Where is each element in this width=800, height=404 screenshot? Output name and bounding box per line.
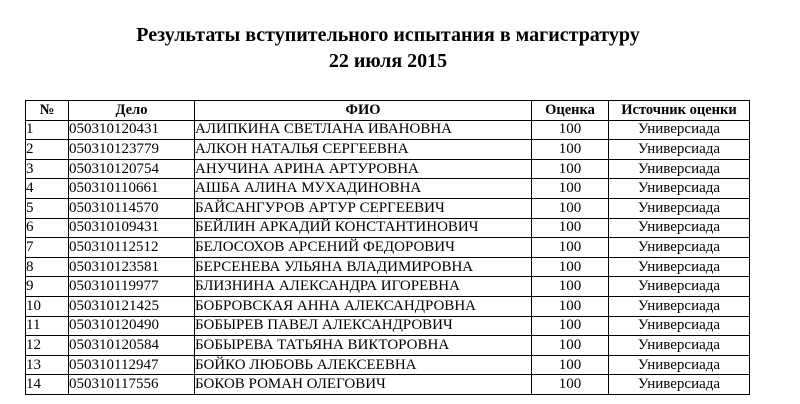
score-source-cell: Универсиада [609, 355, 750, 375]
score-source-cell: Универсиада [609, 277, 750, 297]
full-name-cell: АНУЧИНА АРИНА АРТУРОВНА [195, 159, 532, 179]
table-row [26, 238, 750, 258]
full-name-cell: АЛКОН НАТАЛЬЯ СЕРГЕЕВНА [195, 140, 532, 160]
score-source-cell: Универсиада [609, 296, 750, 316]
column-header-num: № [26, 101, 69, 121]
score-source-cell: Универсиада [609, 336, 750, 356]
full-name-cell: АЛИПКИНА СВЕТЛАНА ИВАНОВНА [195, 120, 532, 140]
case-number-cell: 050310123581 [69, 257, 195, 277]
row-number-cell: 2 [26, 140, 69, 160]
table-row [26, 179, 750, 199]
table-row [26, 316, 750, 336]
table-header-row [26, 101, 750, 121]
table-row [26, 296, 750, 316]
case-number-cell: 050310109431 [69, 218, 195, 238]
table-row [26, 218, 750, 238]
row-number-cell: 1 [26, 120, 69, 140]
case-number-cell: 050310112947 [69, 355, 195, 375]
table-row [26, 336, 750, 356]
full-name-cell: БАЙСАНГУРОВ АРТУР СЕРГЕЕВИЧ [195, 198, 532, 218]
column-header-case: Дело [69, 101, 195, 121]
score-cell: 100 [532, 140, 609, 160]
score-source-cell: Универсиада [609, 140, 750, 160]
row-number-cell: 5 [26, 198, 69, 218]
case-number-cell: 050310123779 [69, 140, 195, 160]
row-number-cell: 8 [26, 257, 69, 277]
column-header-score: Оценка [532, 101, 609, 121]
table-row [26, 198, 750, 218]
score-cell: 100 [532, 375, 609, 395]
case-number-cell: 050310117556 [69, 375, 195, 395]
score-source-cell: Универсиада [609, 179, 750, 199]
column-header-source: Источник оценки [609, 101, 750, 121]
case-number-cell: 050310120490 [69, 316, 195, 336]
table-row [26, 140, 750, 160]
case-number-cell: 050310114570 [69, 198, 195, 218]
score-cell: 100 [532, 198, 609, 218]
full-name-cell: БЕРСЕНЕВА УЛЬЯНА ВЛАДИМИРОВНА [195, 257, 532, 277]
score-source-cell: Универсиада [609, 198, 750, 218]
score-cell: 100 [532, 159, 609, 179]
row-number-cell: 6 [26, 218, 69, 238]
full-name-cell: БЛИЗНИНА АЛЕКСАНДРА ИГОРЕВНА [195, 277, 532, 297]
full-name-cell: БОБРОВСКАЯ АННА АЛЕКСАНДРОВНА [195, 296, 532, 316]
score-cell: 100 [532, 179, 609, 199]
full-name-cell: БОКОВ РОМАН ОЛЕГОВИЧ [195, 375, 532, 395]
score-cell: 100 [532, 355, 609, 375]
score-cell: 100 [532, 120, 609, 140]
column-header-fio: ФИО [195, 101, 532, 121]
score-source-cell: Универсиада [609, 159, 750, 179]
score-cell: 100 [532, 257, 609, 277]
full-name-cell: АШБА АЛИНА МУХАДИНОВНА [195, 179, 532, 199]
score-source-cell: Универсиада [609, 375, 750, 395]
table-row [26, 277, 750, 297]
row-number-cell: 7 [26, 238, 69, 258]
full-name-cell: БОЙКО ЛЮБОВЬ АЛЕКСЕЕВНА [195, 355, 532, 375]
score-cell: 100 [532, 336, 609, 356]
row-number-cell: 13 [26, 355, 69, 375]
row-number-cell: 9 [26, 277, 69, 297]
table-row [26, 120, 750, 140]
score-source-cell: Универсиада [609, 238, 750, 258]
row-number-cell: 3 [26, 159, 69, 179]
case-number-cell: 050310119977 [69, 277, 195, 297]
table-row [26, 375, 750, 395]
case-number-cell: 050310112512 [69, 238, 195, 258]
score-cell: 100 [532, 238, 609, 258]
results-table [25, 100, 750, 395]
score-cell: 100 [532, 316, 609, 336]
case-number-cell: 050310121425 [69, 296, 195, 316]
score-cell: 100 [532, 277, 609, 297]
score-cell: 100 [532, 296, 609, 316]
case-number-cell: 050310120584 [69, 336, 195, 356]
full-name-cell: БЕЛОСОХОВ АРСЕНИЙ ФЕДОРОВИЧ [195, 238, 532, 258]
table-row [26, 159, 750, 179]
full-name-cell: БЕЙЛИН АРКАДИЙ КОНСТАНТИНОВИЧ [195, 218, 532, 238]
row-number-cell: 10 [26, 296, 69, 316]
case-number-cell: 050310110661 [69, 179, 195, 199]
table-row [26, 355, 750, 375]
score-source-cell: Универсиада [609, 120, 750, 140]
row-number-cell: 4 [26, 179, 69, 199]
row-number-cell: 12 [26, 336, 69, 356]
table-row [26, 257, 750, 277]
score-source-cell: Универсиада [609, 218, 750, 238]
row-number-cell: 14 [26, 375, 69, 395]
row-number-cell: 11 [26, 316, 69, 336]
score-cell: 100 [532, 218, 609, 238]
score-source-cell: Универсиада [609, 257, 750, 277]
case-number-cell: 050310120431 [69, 120, 195, 140]
full-name-cell: БОБЫРЕВ ПАВЕЛ АЛЕКСАНДРОВИЧ [195, 316, 532, 336]
full-name-cell: БОБЫРЕВА ТАТЬЯНА ВИКТОРОВНА [195, 336, 532, 356]
score-source-cell: Универсиада [609, 316, 750, 336]
document-title: Результаты вступительного испытания в магистратуру [136, 24, 640, 46]
document-date: 22 июля 2015 [328, 50, 448, 72]
case-number-cell: 050310120754 [69, 159, 195, 179]
